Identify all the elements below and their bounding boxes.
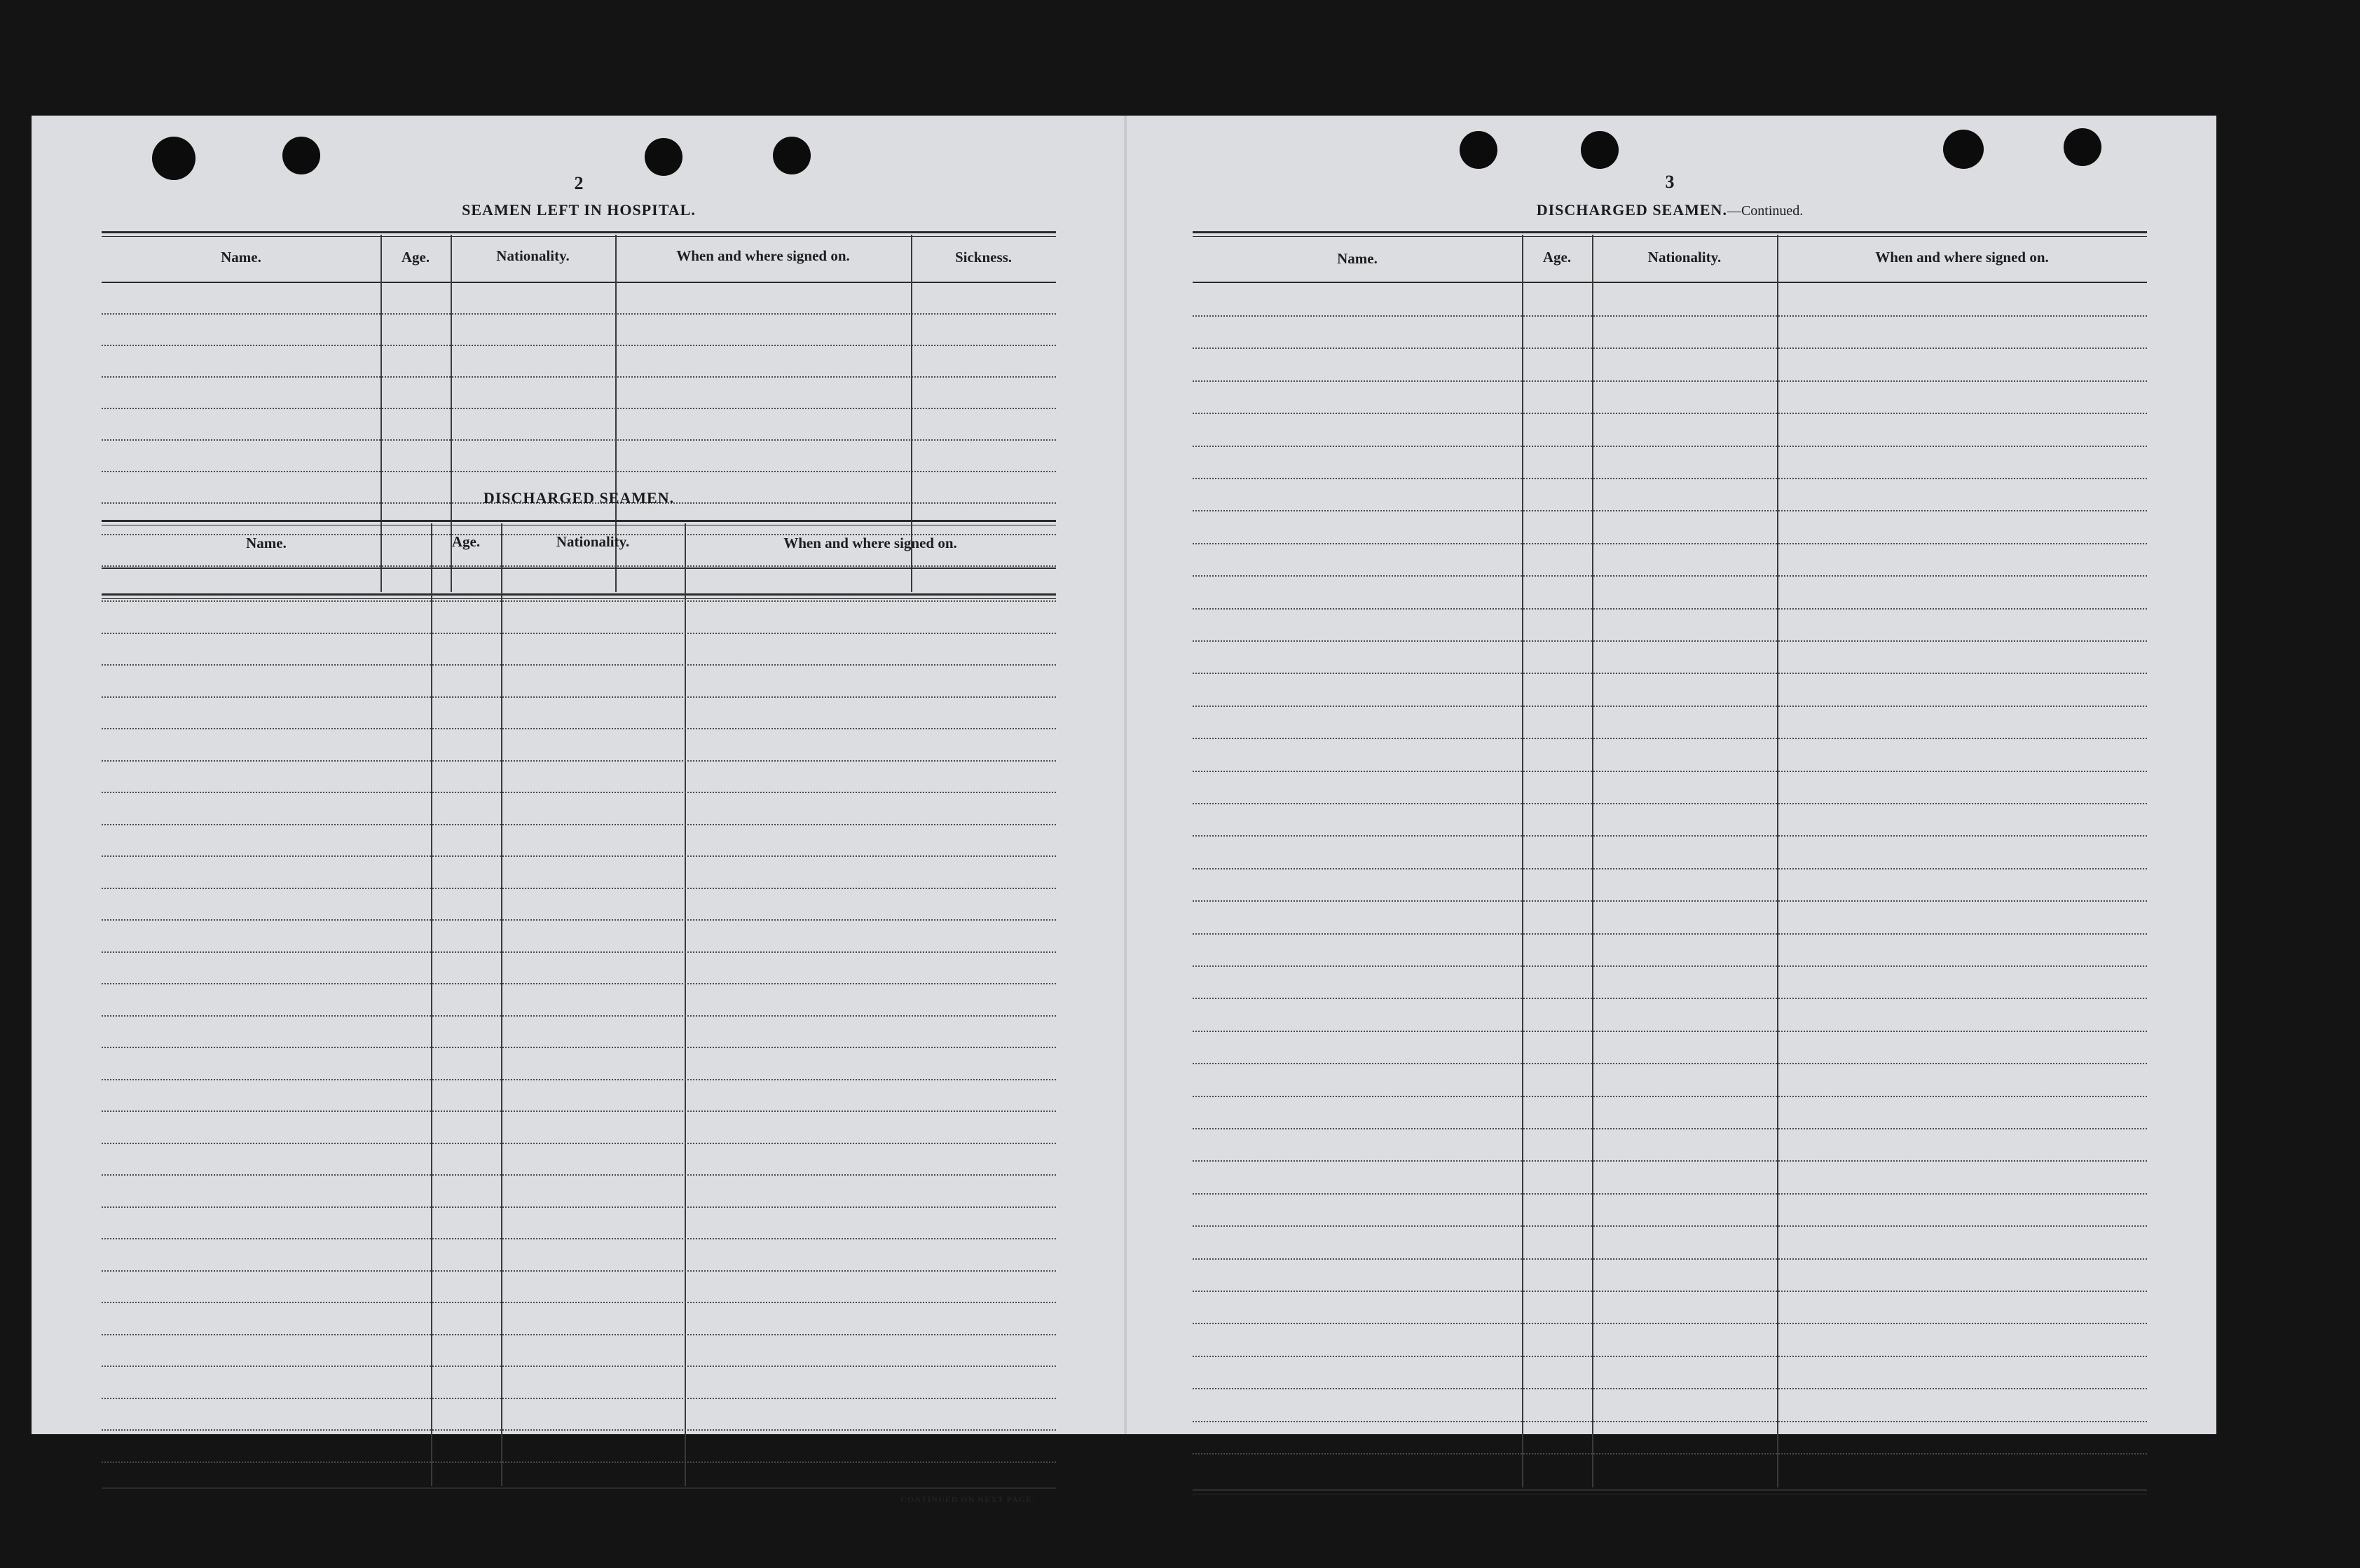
discharged-row-line <box>102 855 1056 857</box>
discharged-row-line <box>102 1429 1056 1431</box>
continued-col-divider <box>1522 235 1523 1487</box>
continued-row-line <box>1193 933 2147 935</box>
hospital-section-title: SEAMEN LEFT IN HOSPITAL. <box>462 201 696 219</box>
page-fold <box>1124 116 1127 1434</box>
discharged-row-line <box>102 1143 1056 1144</box>
page-number: 3 <box>1665 172 1675 192</box>
continued-row-line <box>1193 1160 2147 1162</box>
hospital-col-sickness: Sickness. <box>954 249 1013 266</box>
discharged-row-line <box>102 1366 1056 1367</box>
continued-col-nationality: Nationality. <box>1647 249 1722 266</box>
discharged-header-bottom-rule <box>102 568 1056 569</box>
hospital-header-top-rule <box>102 231 1056 237</box>
continued-row-line <box>1193 380 2147 382</box>
continued-col-signed-on: When and where signed on. <box>1875 249 2049 266</box>
hospital-row-line <box>102 565 1056 567</box>
continued-col-name: Name. <box>1337 250 1378 267</box>
discharged-row-line <box>102 1398 1056 1399</box>
section-title-suffix: —Continued. <box>1727 203 1804 219</box>
discharged-row-line <box>102 919 1056 921</box>
section-title-text: DISCHARGED SEAMEN. <box>1536 201 1727 219</box>
continued-row-line <box>1193 348 2147 349</box>
discharged-row-line <box>102 792 1056 793</box>
discharged-row-line <box>102 1238 1056 1239</box>
continued-row-line <box>1193 771 2147 772</box>
discharged-col-divider <box>685 523 686 1486</box>
discharged-row-line <box>102 824 1056 825</box>
right-page <box>1193 116 2147 1434</box>
hospital-col-signed-on: When and where signed on. <box>676 247 850 264</box>
continued-row-line <box>1193 868 2147 869</box>
continued-bottom-rule <box>1193 1489 2147 1494</box>
hospital-col-nationality: Nationality. <box>496 247 570 264</box>
hospital-row-line <box>102 313 1056 315</box>
discharged-row-line <box>102 696 1056 698</box>
continued-row-line <box>1193 1453 2147 1454</box>
continued-row-line <box>1193 413 2147 414</box>
continued-row-line <box>1193 1128 2147 1129</box>
left-page <box>102 116 1056 1504</box>
hospital-bottom-rule <box>102 593 1056 599</box>
continued-row-line <box>1193 1323 2147 1324</box>
discharged-row-line <box>102 600 1056 602</box>
continued-row-line <box>1193 835 2147 837</box>
continued-row-line <box>1193 1193 2147 1195</box>
continued-row-line <box>1193 1356 2147 1357</box>
continued-row-line <box>1193 1258 2147 1260</box>
discharged-row-line <box>102 633 1056 634</box>
continued-row-line <box>1193 1225 2147 1227</box>
discharged-row-line <box>102 1110 1056 1112</box>
discharged-bottom-rule <box>102 1487 1056 1489</box>
continued-row-line <box>1193 706 2147 707</box>
continued-row-line <box>1193 510 2147 511</box>
discharged-row-line <box>102 1334 1056 1335</box>
hospital-row-line <box>102 439 1056 441</box>
continued-row-line <box>1193 575 2147 577</box>
continued-row-line <box>1193 803 2147 804</box>
discharged-row-line <box>102 760 1056 762</box>
hospital-col-name: Name. <box>221 249 261 266</box>
hospital-row-line <box>102 376 1056 378</box>
continued-row-line <box>1193 1388 2147 1389</box>
discharged-row-line <box>102 1462 1056 1463</box>
discharged-row-line <box>102 728 1056 729</box>
hospital-row-line <box>102 408 1056 409</box>
continued-row-line <box>1193 738 2147 739</box>
continued-header-top-rule <box>1193 231 2147 237</box>
discharged-row-line <box>102 951 1056 953</box>
discharged-row-line <box>102 664 1056 666</box>
discharged-col-divider <box>431 523 432 1486</box>
continued-row-line <box>1193 1291 2147 1292</box>
discharged-section-title: DISCHARGED SEAMEN. <box>483 489 675 507</box>
continued-col-divider <box>1592 235 1593 1487</box>
discharged-col-nationality: Nationality. <box>556 533 630 550</box>
discharged-col-signed-on: When and where signed on. <box>783 535 957 551</box>
continued-row-line <box>1193 1031 2147 1032</box>
continued-col-age: Age. <box>1542 249 1572 266</box>
discharged-col-name: Name. <box>246 535 287 551</box>
continued-row-line <box>1193 446 2147 447</box>
continued-row-line <box>1193 543 2147 544</box>
hospital-col-age: Age. <box>401 249 430 266</box>
continued-row-line <box>1193 1421 2147 1422</box>
discharged-row-line <box>102 1079 1056 1080</box>
discharged-row-line <box>102 1047 1056 1048</box>
page-number: 2 <box>574 173 584 193</box>
continued-note: CONTINUED ON NEXT PAGE. <box>900 1494 1035 1504</box>
discharged-row-line <box>102 1015 1056 1017</box>
discharged-row-line <box>102 1270 1056 1272</box>
continued-row-line <box>1193 965 2147 967</box>
continued-row-line <box>1193 1096 2147 1097</box>
continued-row-line <box>1193 1063 2147 1064</box>
hospital-header-bottom-rule <box>102 282 1056 283</box>
continued-header-bottom-rule <box>1193 282 2147 283</box>
discharged-col-age: Age. <box>451 533 481 550</box>
discharged-continued-title <box>1193 201 2147 219</box>
discharged-header-top-rule <box>102 520 1056 525</box>
continued-row-line <box>1193 640 2147 642</box>
continued-row-line <box>1193 673 2147 674</box>
continued-row-line <box>1193 998 2147 999</box>
discharged-row-line <box>102 983 1056 984</box>
discharged-row-line <box>102 1174 1056 1176</box>
discharged-row-line <box>102 888 1056 889</box>
discharged-col-divider <box>501 523 502 1486</box>
hospital-row-line <box>102 471 1056 472</box>
continued-row-line <box>1193 608 2147 610</box>
discharged-row-line <box>102 1206 1056 1208</box>
continued-row-line <box>1193 315 2147 317</box>
ledger-sheet <box>32 116 2216 1504</box>
discharged-row-line <box>102 1302 1056 1303</box>
continued-row-line <box>1193 478 2147 479</box>
hospital-row-line <box>102 345 1056 346</box>
continued-row-line <box>1193 900 2147 902</box>
continued-col-divider <box>1777 235 1778 1487</box>
